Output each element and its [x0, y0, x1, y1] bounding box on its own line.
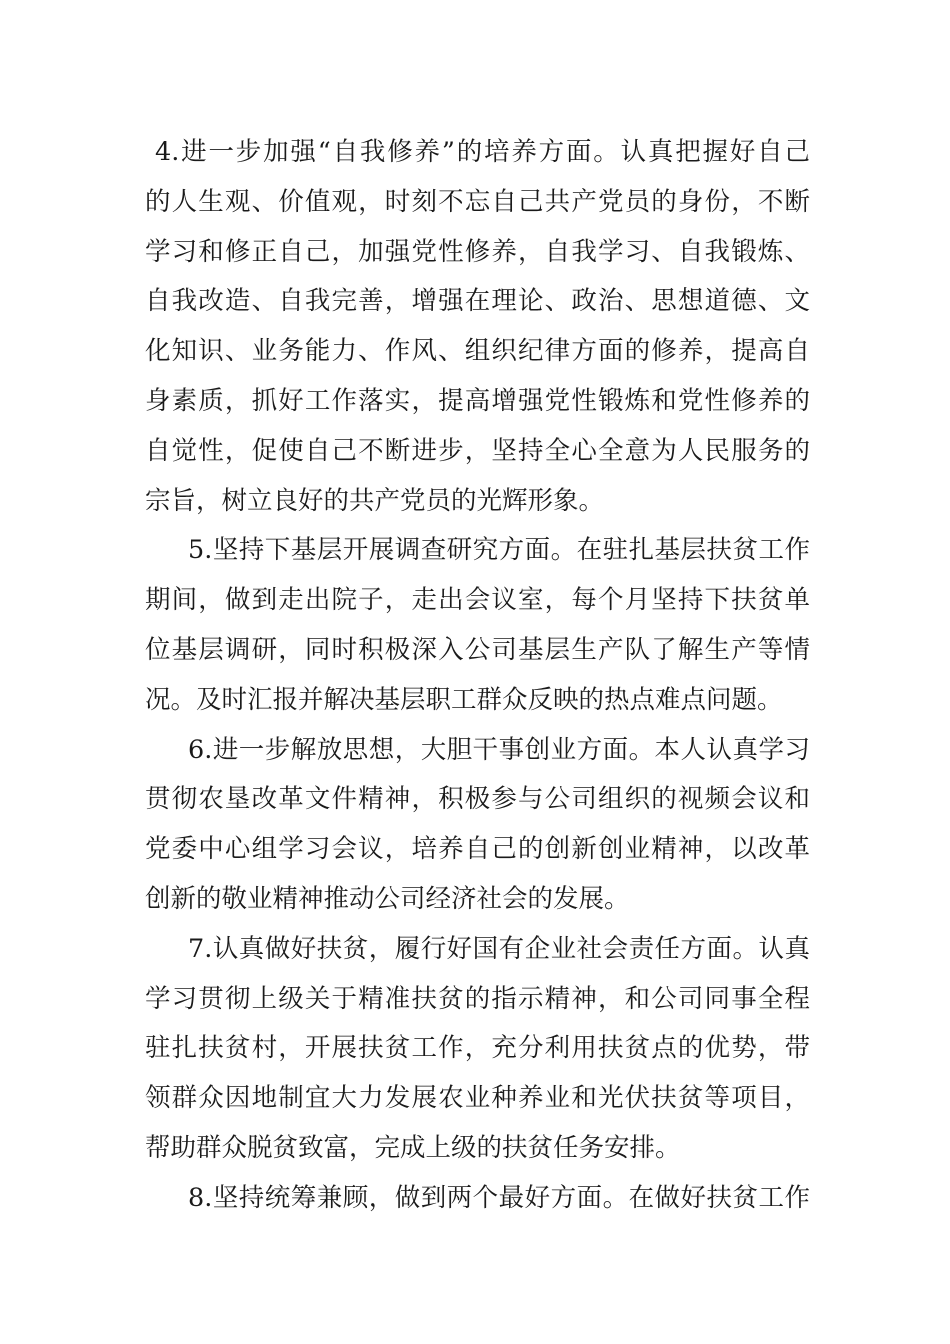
paragraph-line: 期间，做到走出院子，走出会议室，每个月坚持下扶贫单 — [145, 585, 810, 616]
paragraph-line: 领群众因地制宜大力发展农业种养业和光伏扶贫等项目， — [145, 1083, 810, 1114]
paragraph-line: 身素质，抓好工作落实，提高增强党性锻炼和党性修养的 — [145, 385, 810, 416]
paragraph-line: 位基层调研，同时积极深入公司基层生产队了解生产等情 — [145, 634, 810, 665]
paragraph-line: 党委中心组学习会议，培养自己的创新创业精神，以改革 — [145, 834, 810, 865]
paragraph-line: 宗旨，树立良好的共产党员的光辉形象。 — [145, 485, 605, 516]
paragraph-8 — [145, 1174, 810, 1224]
paragraph-line: 自我改造、自我完善，增强在理论、政治、思想道德、文 — [145, 286, 810, 317]
paragraph-4 — [145, 128, 810, 526]
paragraph-line: 4.进一步加强“自我修养”的培养方面。认真把握好自己 — [155, 137, 810, 167]
paragraph-line: 况。及时汇报并解决基层职工群众反映的热点难点问题。 — [145, 684, 783, 715]
paragraph-line: 创新的敬业精神推动公司经济社会的发展。 — [145, 883, 630, 914]
paragraph-line: 8.坚持统筹兼顾，做到两个最好方面。在做好扶贫工作 — [188, 1182, 810, 1213]
paragraph-6 — [145, 726, 810, 925]
paragraph-line: 5.坚持下基层开展调查研究方面。在驻扎基层扶贫工作 — [188, 535, 810, 566]
paragraph-line: 的人生观、价值观，时刻不忘自己共产党员的身份，不断 — [145, 186, 810, 217]
paragraph-line: 自觉性，促使自己不断进步，坚持全心全意为人民服务的 — [145, 435, 810, 466]
paragraph-line: 学习和修正自己，加强党性修养，自我学习、自我锻炼、 — [145, 236, 810, 267]
paragraph-line: 7.认真做好扶贫，履行好国有企业社会责任方面。认真 — [188, 933, 810, 964]
paragraph-line: 贯彻农垦改革文件精神，积极参与公司组织的视频会议和 — [145, 784, 810, 815]
document-page — [145, 128, 810, 1224]
paragraph-line: 帮助群众脱贫致富，完成上级的扶贫任务安排。 — [145, 1132, 681, 1163]
paragraph-line: 学习贯彻上级关于精准扶贫的指示精神，和公司同事全程 — [145, 983, 810, 1014]
paragraph-line: 化知识、业务能力、作风、组织纪律方面的修养，提高自 — [145, 336, 810, 367]
paragraph-5 — [145, 526, 810, 725]
paragraph-line: 6.进一步解放思想，大胆干事创业方面。本人认真学习 — [188, 734, 810, 765]
paragraph-line: 驻扎扶贫村，开展扶贫工作，充分利用扶贫点的优势，带 — [145, 1033, 810, 1064]
paragraph-7 — [145, 925, 810, 1174]
